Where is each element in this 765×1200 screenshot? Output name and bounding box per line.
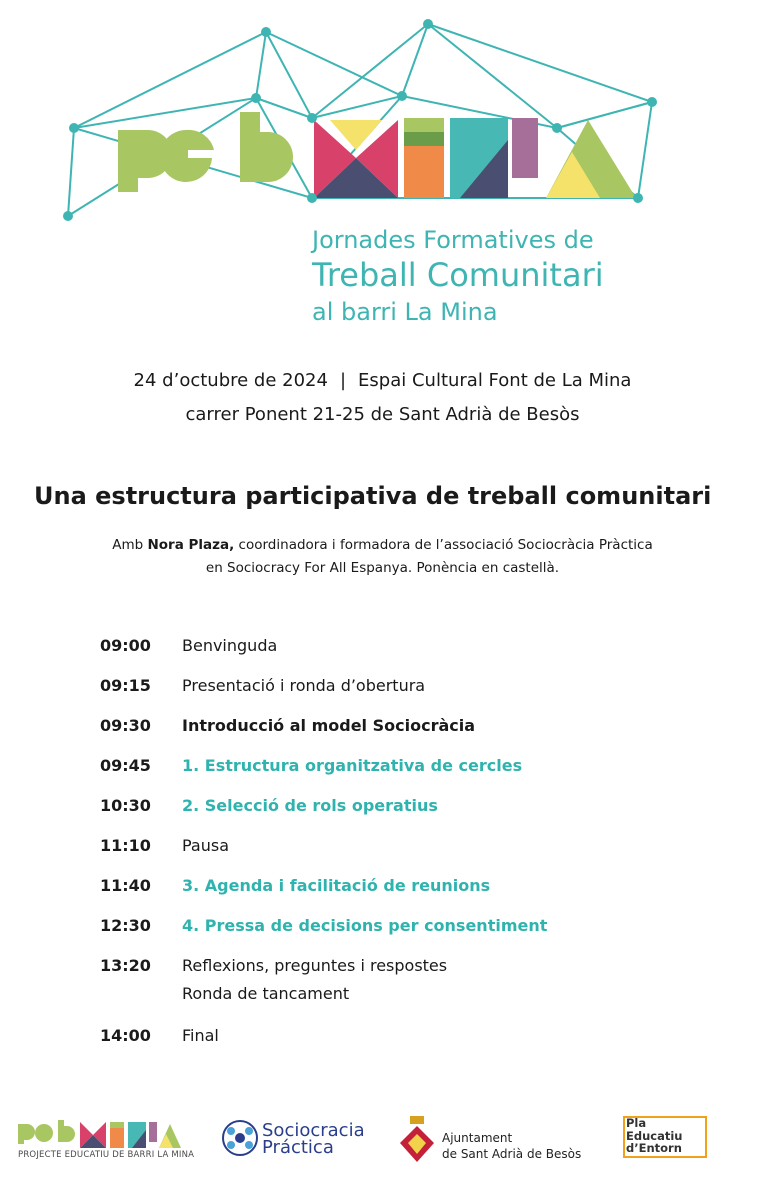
logo-letter-i — [404, 118, 444, 198]
intro-line-1 — [0, 534, 765, 557]
agenda-activity: Presentació i ronda d’obertura — [182, 676, 426, 695]
intro-rest: coordinadora i formadora de l’associació Sociocràcia Pràctica — [234, 537, 653, 553]
agenda-activity: 1. Estructura organitzativa de cercles — [182, 756, 523, 775]
sociocracia-icon — [220, 1118, 260, 1158]
intro-prefix: Amb — [112, 537, 148, 553]
socio-line-2: Práctica — [262, 1137, 334, 1158]
agenda-activity: Introducció al model Sociocràcia — [182, 716, 476, 735]
speaker-name: Nora Plaza, — [147, 537, 235, 553]
pla-line-3: d’Entorn — [626, 1141, 682, 1155]
logo-letter-a — [512, 118, 636, 198]
intro-line-2: en Sociocracy For All Espanya. Ponència en castellà. — [205, 560, 560, 576]
subtitle-line-3: al barri La Mina — [312, 298, 498, 326]
agenda-activity: 2. Selecció de rols operatius — [182, 796, 438, 815]
pla-line-1: Pla — [626, 1116, 647, 1130]
ajunt-line-2: de Sant Adrià de Besòs — [442, 1147, 582, 1161]
pla-educatiu-text — [626, 1117, 682, 1155]
agenda-time: 12:30 — [100, 916, 151, 935]
event-date-venue — [0, 370, 765, 391]
agenda-time: 09:15 — [100, 676, 151, 695]
agenda-time: 09:30 — [100, 716, 151, 735]
ajuntament-shield-icon — [398, 1116, 436, 1164]
event-separator: | — [339, 370, 347, 391]
agenda-activity: Pausa — [182, 836, 230, 855]
agenda-activity: Reflexions, preguntes i respostes — [182, 956, 448, 975]
subtitle-line-1: Jornades Formatives de — [312, 226, 594, 254]
logo-letter-m — [314, 120, 398, 198]
agenda-activity: 3. Agenda i facilitació de reunions — [182, 876, 491, 895]
agenda-activity: Final — [182, 1026, 219, 1045]
event-date: 24 d’octubre de 2024 — [133, 370, 328, 391]
agenda-time: 13:20 — [100, 956, 151, 975]
footer-pebmina-logo — [16, 1118, 182, 1150]
event-address: carrer Ponent 21-25 de Sant Adrià de Besòs — [185, 404, 580, 425]
agenda-activity: 4. Pressa de decisions per consentiment — [182, 916, 548, 935]
event-venue: Espai Cultural Font de La Mina — [358, 370, 632, 391]
agenda-activity-line-2: Ronda de tancament — [182, 984, 350, 1003]
subtitle-line-2: Treball Comunitari — [312, 256, 604, 294]
agenda-time: 09:00 — [100, 636, 151, 655]
pla-line-2: Educatiu — [626, 1128, 683, 1143]
logo-letter-n — [450, 118, 508, 198]
session-title: Una estructura participativa de treball comunitari — [34, 482, 712, 510]
agenda-time: 10:30 — [100, 796, 151, 815]
logo-letters-peb — [118, 112, 293, 192]
agenda-time: 09:45 — [100, 756, 151, 775]
socio-line-1: Sociocracia — [262, 1120, 365, 1141]
agenda-activity: Benvinguda — [182, 636, 278, 655]
sociocracia-text — [262, 1122, 365, 1156]
ajuntament-text — [442, 1130, 581, 1162]
agenda-time: 14:00 — [100, 1026, 151, 1045]
footer-pebmina-caption: PROJECTE EDUCATIU DE BARRI LA MINA — [18, 1150, 195, 1160]
ajunt-line-1: Ajuntament — [442, 1131, 513, 1145]
session-intro — [0, 534, 765, 580]
agenda-time: 11:10 — [100, 836, 151, 855]
agenda-time: 11:40 — [100, 876, 151, 895]
